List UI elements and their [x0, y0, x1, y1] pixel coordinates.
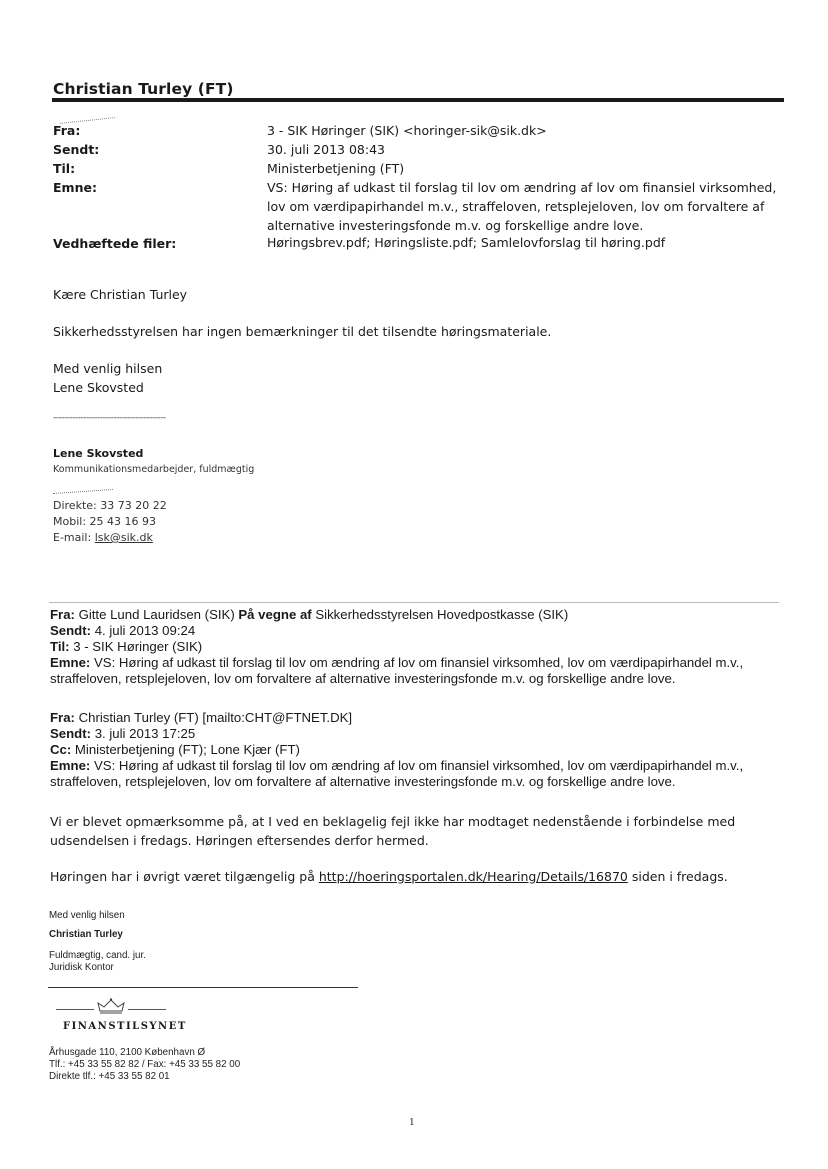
header-attachments-label: Vedhæftede filer:	[53, 236, 177, 251]
closing-name: Lene Skovsted	[53, 380, 144, 395]
signature-email	[53, 530, 153, 546]
header-to-value: Ministerbetjening (FT)	[267, 161, 405, 176]
finanstilsynet-logo: FINANSTILSYNET	[63, 1021, 187, 1032]
ft-title-2: Juridisk Kontor	[49, 962, 114, 973]
header-sent-value: 30. juli 2013 08:43	[267, 142, 385, 157]
crown-icon	[94, 997, 128, 1015]
signature-name: Lene Skovsted	[53, 447, 144, 460]
hearing-portal-link[interactable]: http://hoeringsportalen.dk/Hearing/Details/16870	[318, 869, 628, 884]
greeting: Kære Christian Turley	[53, 287, 188, 302]
title-rule	[52, 98, 784, 102]
signature-email-label: E-mail:	[53, 531, 95, 544]
logo-line-left	[56, 1009, 94, 1010]
forward-1-header	[50, 607, 780, 687]
forward-1-from: Fra: Gitte Lund Lauridsen (SIK) På vegne af Sikkerhedsstyrelsen Hovedpostkasse (SIK)	[50, 607, 569, 622]
note-portal-line: Høringen har i øvrigt været tilgængelig på http://hoeringsportalen.dk/Hearing/Details/16870 siden i fredags.	[50, 869, 728, 884]
note-paragraph: Vi er blevet opmærksomme på, at I ved en beklagelig fejl ikke har modtaget nedenstående i forbindelse med udsendelsen i fredags. Høringen eftersendes derfor hermed.	[50, 814, 736, 848]
document-title: Christian Turley (FT)	[53, 80, 234, 98]
logo-line-right	[128, 1009, 166, 1010]
header-subject-value: VS: Høring af udkast til forslag til lov om ændring af lov om finansiel virksomhed, lov om værdipapirhandel m.v., straffeloven, retsplejeloven, lov om forvaltere af alternative investeringsfonde m.v. og forskellige andre love.	[267, 180, 777, 233]
closing-line: Med venlig hilsen	[53, 361, 163, 376]
pen-mark	[53, 489, 113, 494]
signature-rule	[48, 987, 358, 988]
forward-2-header	[50, 710, 780, 790]
header-from-label: Fra:	[53, 123, 81, 138]
forward-1-to: Til: 3 - SIK Høringer (SIK)	[50, 639, 203, 654]
forward-2-cc: Cc: Ministerbetjening (FT); Lone Kjær (FT)	[50, 742, 300, 757]
ft-direct-phone: Direkte tlf.: +45 33 55 82 01	[49, 1071, 170, 1082]
forward-divider	[49, 602, 779, 603]
forward-2-from: Fra: Christian Turley (FT) [mailto:CHT@FTNET.DK]	[50, 710, 353, 725]
ft-name: Christian Turley	[49, 929, 123, 940]
ft-phone: Tlf.: +45 33 55 82 82 / Fax: +45 33 55 82 00	[49, 1059, 241, 1070]
signature-mobile-phone: Mobil: 25 43 16 93	[53, 515, 156, 528]
body-paragraph: Sikkerhedsstyrelsen har ingen bemærkninger til det tilsendte høringsmateriale.	[53, 324, 552, 339]
forward-2-sent: Sendt: 3. juli 2013 17:25	[50, 726, 196, 741]
ft-title-1: Fuldmægtig, cand. jur.	[49, 950, 146, 961]
ft-address: Århusgade 110, 2100 København Ø	[49, 1047, 206, 1058]
signature-role: Kommunikationsmedarbejder, fuldmægtig	[53, 464, 255, 475]
forward-1-subject: Emne: VS: Høring af udkast til forslag til lov om ændring af lov om finansiel virksomhed, lov om værdipapirhandel m.v., straffeloven, retsplejeloven, lov om forvaltere af alternative investeringsfonde m.v. og forskellige andre love.	[50, 655, 744, 686]
signature-direct-phone: Direkte: 33 73 20 22	[53, 499, 167, 512]
forward-2-subject: Emne: VS: Høring af udkast til forslag til lov om ændring af lov om finansiel virksomhed, lov om værdipapirhandel m.v., straffeloven, retsplejeloven, lov om forvaltere af alternative investeringsfonde m.v. og forskellige andre love.	[50, 758, 744, 789]
signature-email-link[interactable]: lsk@sik.dk	[94, 531, 153, 544]
forward-1-sent: Sendt: 4. juli 2013 09:24	[50, 623, 196, 638]
ft-closing: Med venlig hilsen	[49, 910, 125, 921]
header-to-label: Til:	[53, 161, 76, 176]
header-subject-label: Emne:	[53, 180, 97, 195]
header-from-value: 3 - SIK Høringer (SIK) <horinger-sik@sik.dk>	[267, 123, 547, 138]
separator-dashes: -----------------------------------------	[53, 413, 166, 423]
header-attachments-value: Høringsbrev.pdf; Høringsliste.pdf; Samlelovforslag til høring.pdf	[267, 235, 666, 250]
header-sent-label: Sendt:	[53, 142, 100, 157]
page-number: 1	[409, 1116, 415, 1128]
